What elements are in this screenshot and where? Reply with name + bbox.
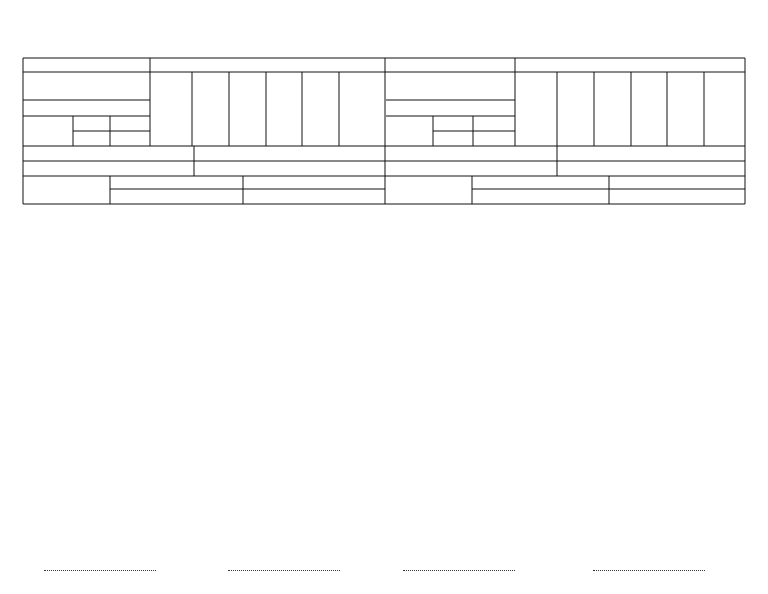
signature-line-wasit3[interactable] xyxy=(403,570,515,571)
signature-line-wasit1[interactable] xyxy=(44,570,156,571)
signature-line-pengawas[interactable] xyxy=(593,570,705,571)
signature-line-wasit2[interactable] xyxy=(228,570,340,571)
